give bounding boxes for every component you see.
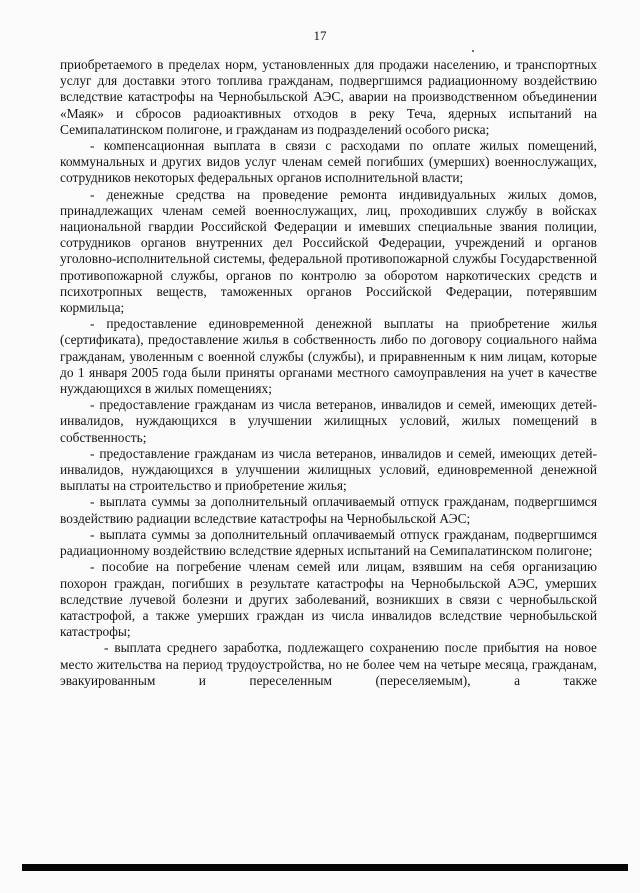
paragraph-leave-chernobyl: - выплата суммы за дополнительный оплачиваемый отпуск гражданам, подвергшимся воздействию радиации вследствие катастрофы на Чернобыльской АЭС;	[60, 494, 597, 526]
page-number: 17	[313, 28, 327, 43]
paragraph-average-earnings: - выплата среднего заработка, подлежащего сохранению после прибытия на новое место жительства на период трудоустройства, но не более чем на четыре месяца, гражданам, эвакуированным и переселенным (переселяемым), а также	[60, 640, 597, 688]
paragraph-compensation-payment: - компенсационная выплата в связи с расходами по оплате жилых помещений, коммунальных и других видов услуг членам семей погибших (умерших) военнослужащих, сотрудников некоторых федеральных органов исполнительной власти;	[60, 138, 597, 186]
scan-speck	[472, 50, 474, 52]
paragraph-leave-semipalatinsk: - выплата суммы за дополнительный оплачиваемый отпуск гражданам, подвергшимся радиационному воздействию вследствие ядерных испытаний на Семипалатинском полигоне;	[60, 526, 597, 559]
paragraph-house-repair-funds: - денежные средства на проведение ремонта индивидуальных жилых домов, принадлежащих членам семей военнослужащих, лиц, проходивших службу в войсках национальной гвардии Российской Федерации и имевших специальные звания полиции, сотрудников органов внутренних дел Российской Федерации, учреждений и органов уголовно-исполнительной системы, федеральной противопожарной службы Государственной противопожарной службы, органов по контролю за оборотом наркотических средств и психотропных веществ, таможенных органов Российской Федерации, потерявшим кормильца;	[60, 186, 597, 316]
paragraph-fuel-continuation: приобретаемого в пределах норм, установленных для продажи населению, и транспортных услуг для доставки этого топлива гражданам, подвергшимся радиационному воздействию вследствие катастрофы на Чернобыльской АЭС, аварии на производственном объединении «Маяк» и сбросов радиоактивных отходов в реку Теча, ядерных испытаний на Семипалатинском полигоне, и гражданам из подразделений особого риска;	[60, 57, 597, 137]
paragraph-housing-certificate: - предоставление единовременной денежной выплаты на приобретение жилья (сертификата), предоставление жилья в собственность либо по договору социального найма гражданам, уволенным с военной службы (службы), и приравненным к ним лицам, которые до 1 января 2005 года были приняты органами местного самоуправления на учет в качестве нуждающихся в жилых помещениях;	[60, 316, 597, 397]
document-body	[60, 57, 597, 689]
paragraph-funeral-allowance: - пособие на погребение членам семей или лицам, взявшим на себя организацию похорон граждан, погибших в результате катастрофы на Чернобыльской АЭС, умерших вследствие лучевой болезни и других заболеваний, возникших в связи с чернобыльской катастрофой, а также умерших граждан из числа инвалидов вследствие чернобыльской катастрофы;	[60, 559, 597, 640]
paragraph-housing-ownership: - предоставление гражданам из числа ветеранов, инвалидов и семей, имеющих детей-инвалидов, нуждающихся в улучшении жилищных условий, жилых помещений в собственность;	[60, 397, 597, 445]
paragraph-housing-payment: - предоставление гражданам из числа ветеранов, инвалидов и семей, имеющих детей-инвалидов, нуждающихся в улучшении жилищных условий, единовременной денежной выплаты на строительство и приобретение жилья;	[60, 445, 597, 494]
scan-edge-bar	[22, 864, 628, 871]
